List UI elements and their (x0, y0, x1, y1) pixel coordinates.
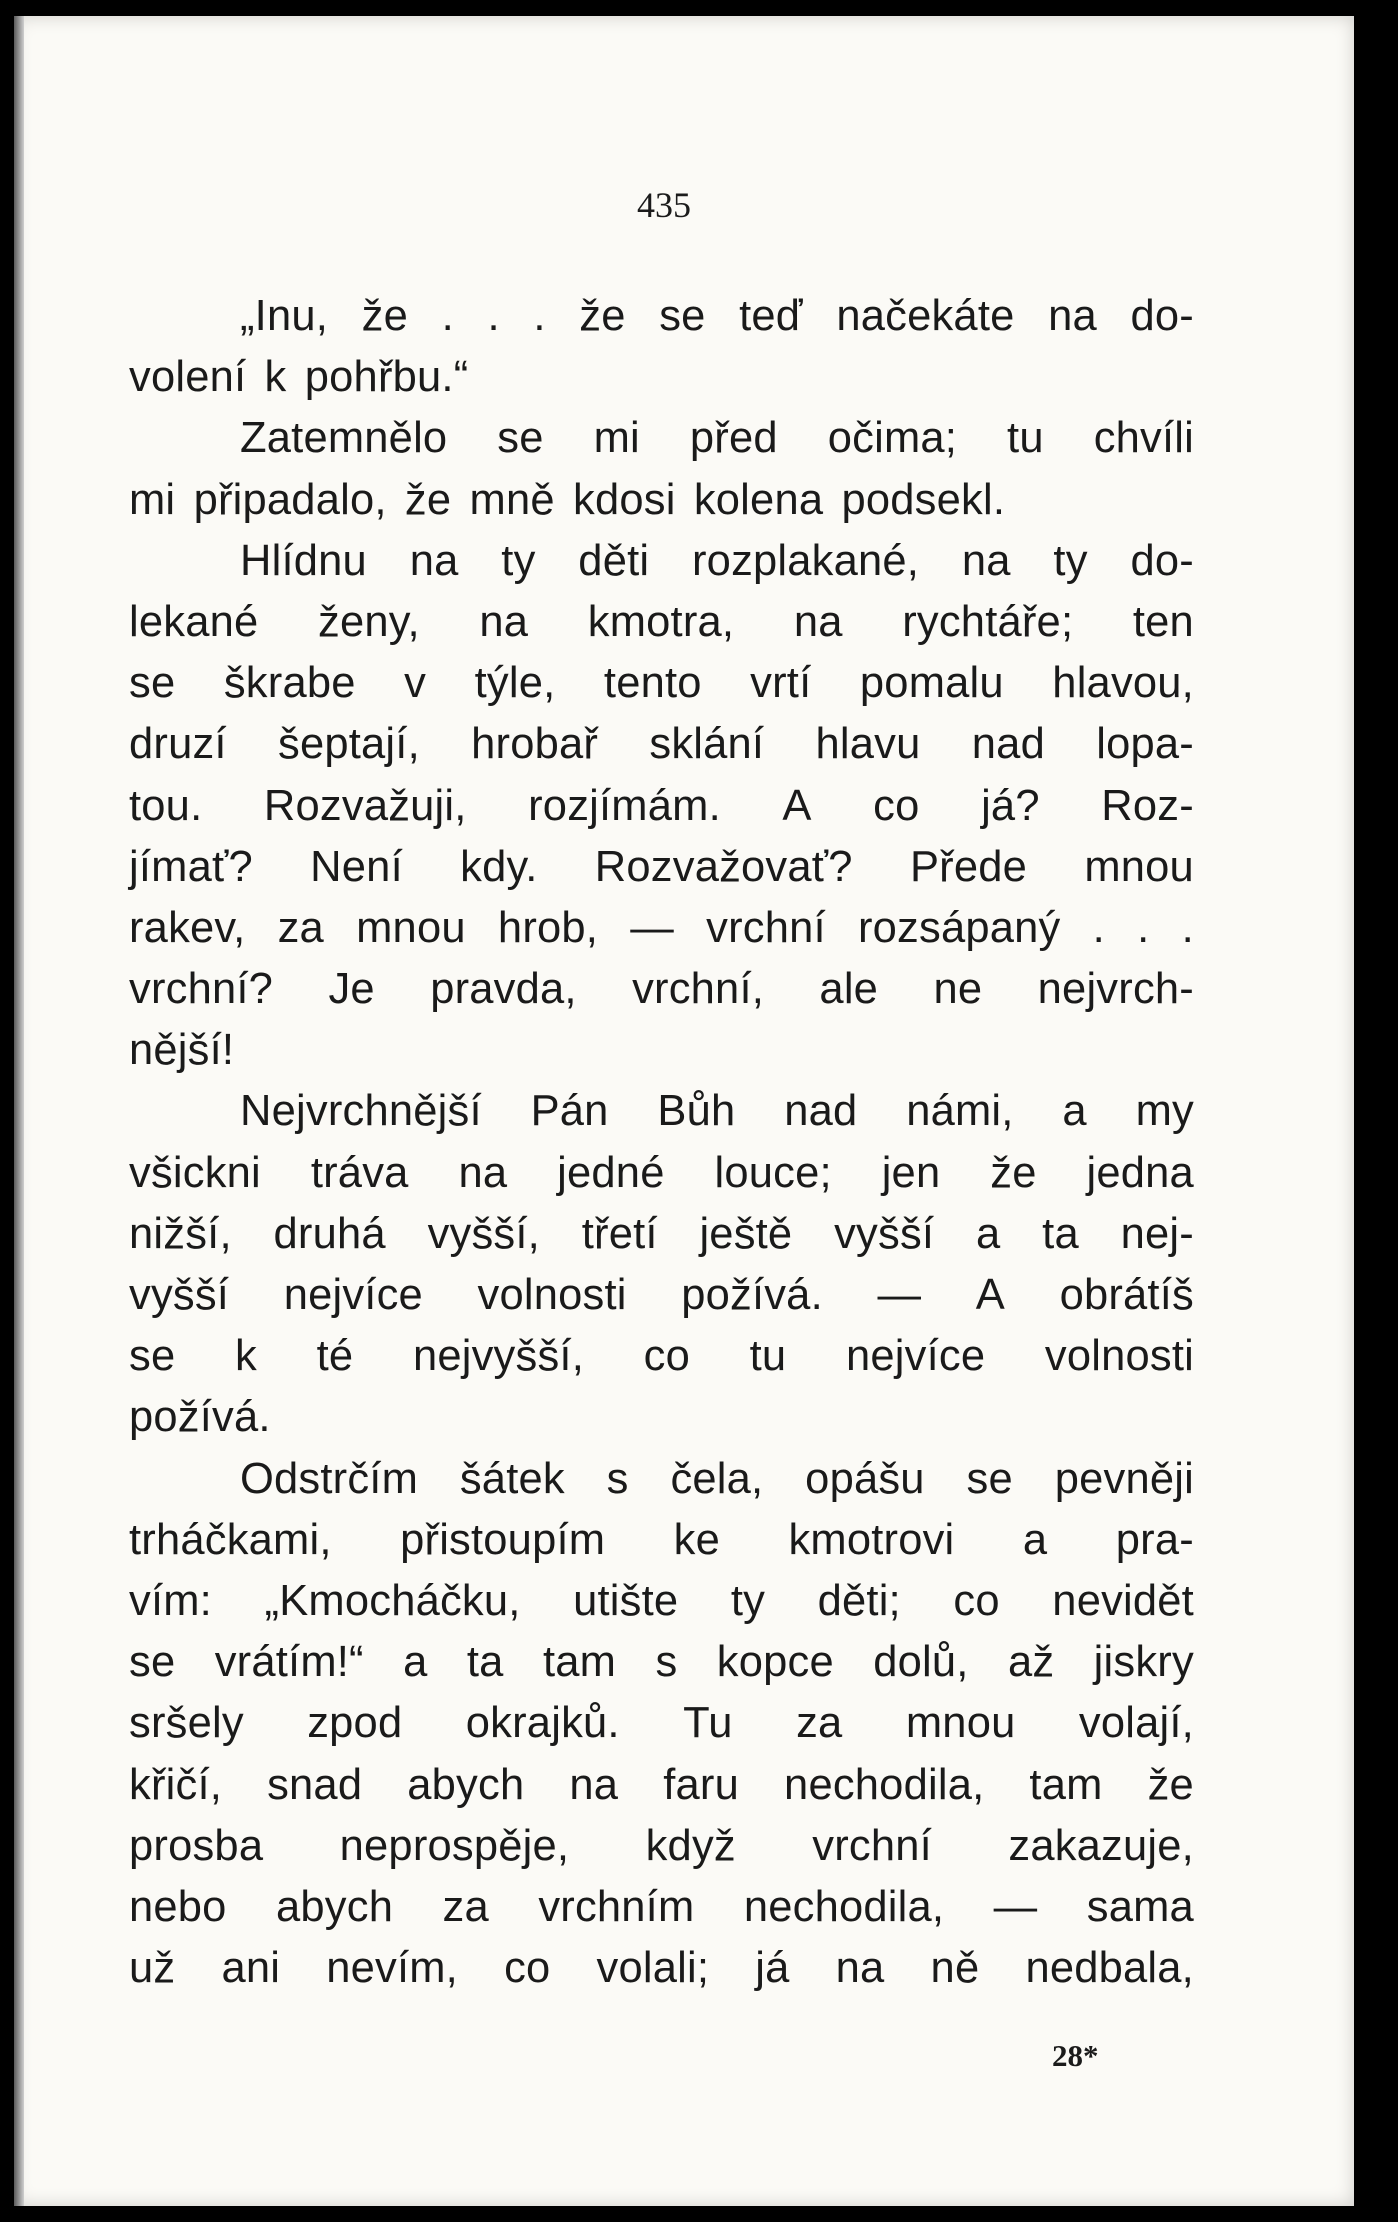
page-spine-shadow (14, 16, 24, 2206)
text-line: jímať? Není kdy. Rozvažovať? Přede mnou (129, 842, 1194, 891)
text-line: Odstrčím šátek s čela, opášu se pevněji (240, 1454, 1194, 1503)
text-line: volení k pohřbu.“ (129, 353, 469, 402)
text-line: křičí, snad abych na faru nechodila, tam že (129, 1760, 1194, 1809)
text-line: se vrátím!“ a ta tam s kopce dolů, až jiskry (129, 1638, 1194, 1687)
text-line: Zatemnělo se mi před očima; tu chvíli (240, 414, 1194, 463)
text-line: druzí šeptají, hrobař sklání hlavu nad lopa- (129, 720, 1194, 769)
text-line: vím: „Kmocháčku, utište ty děti; co nevidět (129, 1576, 1194, 1625)
text-line: nější! (129, 1026, 235, 1075)
body-text (129, 286, 1194, 1999)
text-line: tou. Rozvažuji, rozjímám. A co já? Roz- (129, 781, 1194, 830)
text-line: rakev, za mnou hrob, — vrchní rozsápaný . . . (129, 903, 1194, 952)
text-line: prosba neprospěje, když vrchní zakazuje, (129, 1821, 1194, 1870)
text-line: Nejvrchnější Pán Bůh nad námi, a my (240, 1087, 1194, 1136)
text-line: trháčkami, přistoupím ke kmotrovi a pra- (129, 1515, 1194, 1564)
text-line: už ani nevím, co volali; já na ně nedbala, (129, 1944, 1194, 1993)
text-line: se škrabe v týle, tento vrtí pomalu hlavou, (129, 659, 1194, 708)
page-number: 435 (637, 185, 691, 225)
text-line: vrchní? Je pravda, vrchní, ale ne nejvrch- (129, 965, 1194, 1014)
text-line: požívá. (129, 1393, 271, 1442)
text-line: nižší, druhá vyšší, třetí ještě vyšší a ta nej- (129, 1209, 1194, 1258)
book-page (14, 16, 1354, 2206)
text-line: nebo abych za vrchním nechodila, — sama (129, 1882, 1194, 1931)
text-line: sršely zpod okrajků. Tu za mnou volají, (129, 1699, 1194, 1748)
text-line: všickni tráva na jedné louce; jen že jedna (129, 1148, 1194, 1197)
text-line: lekané ženy, na kmotra, na rychtáře; ten (129, 597, 1194, 646)
signature-mark: 28* (1052, 2038, 1099, 2073)
text-line: vyšší nejvíce volnosti požívá. — A obrátíš (129, 1271, 1194, 1319)
text-line: mi připadalo, že mně kdosi kolena podsekl. (129, 475, 1006, 524)
text-line: se k té nejvyšší, co tu nejvíce volnosti (129, 1332, 1194, 1381)
text-line: „Inu, že . . . že se teď načekáte na do- (240, 292, 1194, 340)
text-line: Hlídnu na ty děti rozplakané, na ty do- (240, 536, 1194, 585)
